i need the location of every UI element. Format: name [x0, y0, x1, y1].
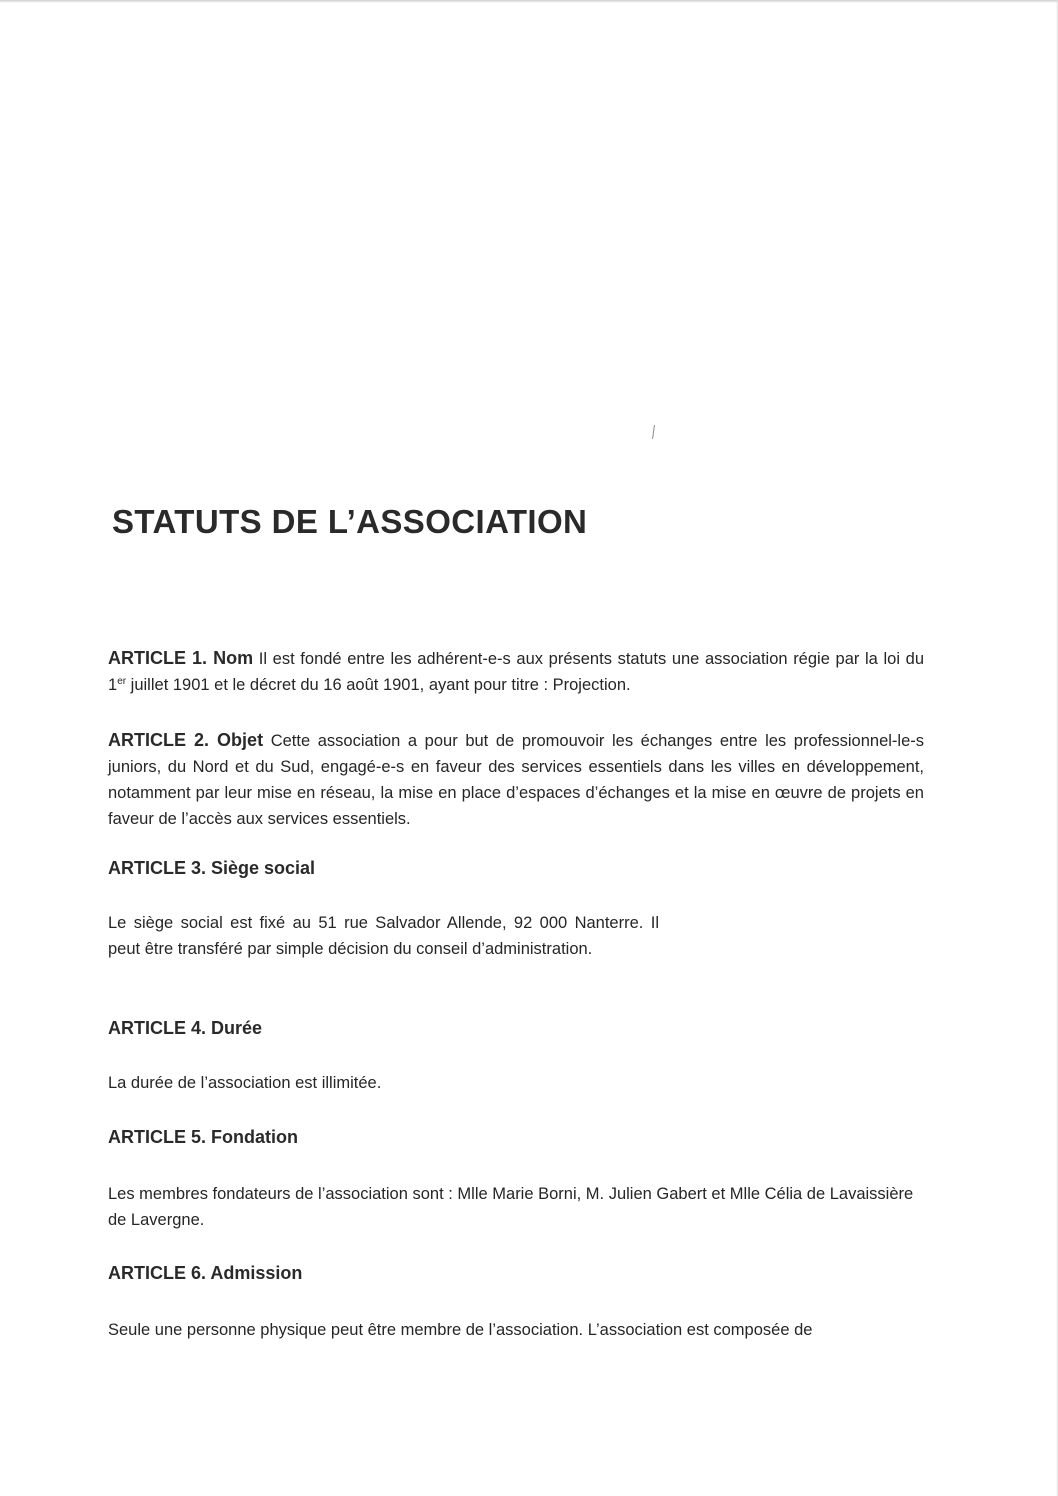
scan-top-edge — [0, 0, 1058, 3]
article-1-heading: ARTICLE 1. Nom — [108, 648, 254, 668]
article-4-text: La durée de l’association est illimitée. — [108, 1074, 382, 1092]
article-2-text: Cette association a pour but de promouvoir les échanges entre les professionnel-le-s juniors, du Nord et du Sud, engagé-e-s en faveur des services essentiels dans les villes en développement, notamment par leur mise en réseau, la mise en place d’espaces d’échanges et la mise en œuvre de projets en faveur de l’accès aux services essentiels. — [108, 732, 924, 828]
article-1-text-start: Il est fondé entre les adhérent-e-s aux présents statuts une association régie par la loi du 1 — [108, 650, 924, 694]
scan-speck — [652, 425, 655, 439]
article-1-text-end: juillet 1901 et le décret du 16 août 1901, ayant pour titre : Projection. — [126, 676, 631, 694]
article-2 — [108, 727, 924, 832]
article-5-heading: ARTICLE 5. Fondation — [108, 1127, 298, 1147]
article-5-text: Les membres fondateurs de l’association sont : Mlle Marie Borni, M. Julien Gabert et Mlle Célia de Lavaissière de Lavergne. — [108, 1185, 914, 1229]
article-6-heading: ARTICLE 6. Admission — [108, 1263, 303, 1283]
article-1-superscript: er — [117, 676, 127, 687]
article-4-heading: ARTICLE 4. Durée — [108, 1018, 263, 1038]
article-6-text: Seule une personne physique peut être membre de l’association. L’association est composée de — [108, 1321, 813, 1339]
article-3-text: Le siège social est fixé au 51 rue Salvador Allende, 92 000 Nanterre. Il peut être transféré par simple décision du conseil d’administration. — [108, 914, 659, 958]
document-title: STATUTS DE L’ASSOCIATION — [112, 503, 588, 540]
article-3-heading: ARTICLE 3. Siège social — [108, 858, 316, 878]
article-2-heading: ARTICLE 2. Objet — [108, 730, 264, 750]
article-1 — [108, 645, 924, 698]
